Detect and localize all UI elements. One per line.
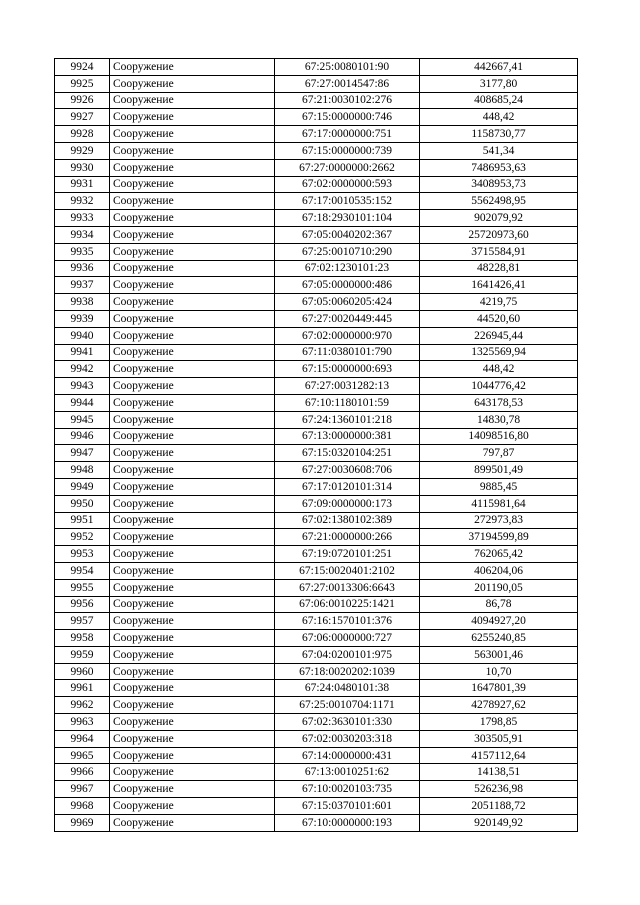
cadastral-number-cell: 67:06:0010225:1421 xyxy=(275,596,420,613)
object-type-cell: Сооружение xyxy=(110,277,275,294)
cadastral-value-cell: 3715584,91 xyxy=(420,243,578,260)
cadastral-number-cell: 67:02:0030203:318 xyxy=(275,730,420,747)
table-row xyxy=(55,747,578,764)
object-type-cell: Сооружение xyxy=(110,159,275,176)
object-type-cell: Сооружение xyxy=(110,512,275,529)
row-number-cell: 9924 xyxy=(55,59,110,76)
object-type-cell: Сооружение xyxy=(110,764,275,781)
table-row xyxy=(55,260,578,277)
cadastral-number-cell: 67:27:0030608:706 xyxy=(275,462,420,479)
row-number-cell: 9969 xyxy=(55,814,110,831)
cadastral-number-cell: 67:02:1230101:23 xyxy=(275,260,420,277)
cadastral-value-cell: 2051188,72 xyxy=(420,798,578,815)
object-type-cell: Сооружение xyxy=(110,210,275,227)
row-number-cell: 9953 xyxy=(55,546,110,563)
table-row xyxy=(55,596,578,613)
cadastral-number-cell: 67:02:0000000:970 xyxy=(275,327,420,344)
cadastral-number-cell: 67:14:0000000:431 xyxy=(275,747,420,764)
object-type-cell: Сооружение xyxy=(110,562,275,579)
row-number-cell: 9927 xyxy=(55,109,110,126)
table-row xyxy=(55,210,578,227)
cadastral-value-cell: 1641426,41 xyxy=(420,277,578,294)
row-number-cell: 9961 xyxy=(55,680,110,697)
cadastral-number-cell: 67:18:0020202:1039 xyxy=(275,663,420,680)
table-row xyxy=(55,109,578,126)
object-type-cell: Сооружение xyxy=(110,310,275,327)
object-type-cell: Сооружение xyxy=(110,92,275,109)
object-type-cell: Сооружение xyxy=(110,260,275,277)
cadastral-number-cell: 67:27:0000000:2662 xyxy=(275,159,420,176)
cadastral-number-cell: 67:15:0370101:601 xyxy=(275,798,420,815)
table-row xyxy=(55,714,578,731)
row-number-cell: 9959 xyxy=(55,646,110,663)
table-row xyxy=(55,764,578,781)
cadastral-value-cell: 1798,85 xyxy=(420,714,578,731)
row-number-cell: 9928 xyxy=(55,126,110,143)
cadastral-value-cell: 9885,45 xyxy=(420,478,578,495)
cadastral-value-cell: 526236,98 xyxy=(420,781,578,798)
cadastral-number-cell: 67:17:0010535:152 xyxy=(275,193,420,210)
table-row xyxy=(55,781,578,798)
object-type-cell: Сооружение xyxy=(110,798,275,815)
cadastral-value-cell: 643178,53 xyxy=(420,394,578,411)
row-number-cell: 9946 xyxy=(55,428,110,445)
cadastral-value-cell: 201190,05 xyxy=(420,579,578,596)
table-row xyxy=(55,176,578,193)
row-number-cell: 9938 xyxy=(55,294,110,311)
row-number-cell: 9937 xyxy=(55,277,110,294)
cadastral-value-cell: 1325569,94 xyxy=(420,344,578,361)
cadastral-value-cell: 1158730,77 xyxy=(420,126,578,143)
table-row xyxy=(55,730,578,747)
cadastral-value-cell: 541,34 xyxy=(420,142,578,159)
row-number-cell: 9941 xyxy=(55,344,110,361)
table-row xyxy=(55,126,578,143)
row-number-cell: 9957 xyxy=(55,613,110,630)
row-number-cell: 9956 xyxy=(55,596,110,613)
table-row xyxy=(55,529,578,546)
row-number-cell: 9932 xyxy=(55,193,110,210)
cadastral-value-cell: 86,78 xyxy=(420,596,578,613)
row-number-cell: 9951 xyxy=(55,512,110,529)
row-number-cell: 9940 xyxy=(55,327,110,344)
table-row xyxy=(55,630,578,647)
cadastral-number-cell: 67:09:0000000:173 xyxy=(275,495,420,512)
cadastral-value-cell: 3408953,73 xyxy=(420,176,578,193)
table-row xyxy=(55,814,578,831)
object-type-cell: Сооружение xyxy=(110,226,275,243)
object-type-cell: Сооружение xyxy=(110,361,275,378)
cadastral-number-cell: 67:27:0020449:445 xyxy=(275,310,420,327)
cadastral-value-cell: 7486953,63 xyxy=(420,159,578,176)
row-number-cell: 9939 xyxy=(55,310,110,327)
cadastral-value-cell: 4219,75 xyxy=(420,294,578,311)
row-number-cell: 9926 xyxy=(55,92,110,109)
object-type-cell: Сооружение xyxy=(110,109,275,126)
row-number-cell: 9954 xyxy=(55,562,110,579)
table-row xyxy=(55,277,578,294)
cadastral-number-cell: 67:19:0720101:251 xyxy=(275,546,420,563)
table-row xyxy=(55,394,578,411)
row-number-cell: 9948 xyxy=(55,462,110,479)
cadastral-value-cell: 406204,06 xyxy=(420,562,578,579)
table-row xyxy=(55,243,578,260)
row-number-cell: 9950 xyxy=(55,495,110,512)
cadastral-number-cell: 67:27:0014547:86 xyxy=(275,75,420,92)
cadastral-value-cell: 762065,42 xyxy=(420,546,578,563)
table-row xyxy=(55,75,578,92)
object-type-cell: Сооружение xyxy=(110,142,275,159)
object-type-cell: Сооружение xyxy=(110,814,275,831)
cadastral-value-cell: 303505,91 xyxy=(420,730,578,747)
registry-table xyxy=(54,58,578,832)
row-number-cell: 9944 xyxy=(55,394,110,411)
object-type-cell: Сооружение xyxy=(110,243,275,260)
cadastral-number-cell: 67:15:0320104:251 xyxy=(275,445,420,462)
cadastral-number-cell: 67:25:0080101:90 xyxy=(275,59,420,76)
cadastral-value-cell: 920149,92 xyxy=(420,814,578,831)
row-number-cell: 9966 xyxy=(55,764,110,781)
cadastral-number-cell: 67:10:1180101:59 xyxy=(275,394,420,411)
cadastral-number-cell: 67:21:0030102:276 xyxy=(275,92,420,109)
row-number-cell: 9947 xyxy=(55,445,110,462)
cadastral-number-cell: 67:24:0480101:38 xyxy=(275,680,420,697)
object-type-cell: Сооружение xyxy=(110,176,275,193)
cadastral-value-cell: 408685,24 xyxy=(420,92,578,109)
table-row xyxy=(55,226,578,243)
cadastral-value-cell: 14138,51 xyxy=(420,764,578,781)
table-row xyxy=(55,579,578,596)
registry-table-body xyxy=(55,59,578,832)
row-number-cell: 9967 xyxy=(55,781,110,798)
cadastral-number-cell: 67:04:0200101:975 xyxy=(275,646,420,663)
row-number-cell: 9931 xyxy=(55,176,110,193)
row-number-cell: 9965 xyxy=(55,747,110,764)
table-row xyxy=(55,327,578,344)
object-type-cell: Сооружение xyxy=(110,579,275,596)
row-number-cell: 9962 xyxy=(55,697,110,714)
table-row xyxy=(55,798,578,815)
table-row xyxy=(55,59,578,76)
cadastral-value-cell: 442667,41 xyxy=(420,59,578,76)
table-row xyxy=(55,294,578,311)
row-number-cell: 9958 xyxy=(55,630,110,647)
row-number-cell: 9930 xyxy=(55,159,110,176)
cadastral-number-cell: 67:13:0010251:62 xyxy=(275,764,420,781)
row-number-cell: 9942 xyxy=(55,361,110,378)
row-number-cell: 9934 xyxy=(55,226,110,243)
cadastral-number-cell: 67:25:0010704:1171 xyxy=(275,697,420,714)
cadastral-number-cell: 67:05:0040202:367 xyxy=(275,226,420,243)
row-number-cell: 9963 xyxy=(55,714,110,731)
object-type-cell: Сооружение xyxy=(110,714,275,731)
row-number-cell: 9955 xyxy=(55,579,110,596)
row-number-cell: 9960 xyxy=(55,663,110,680)
row-number-cell: 9952 xyxy=(55,529,110,546)
table-row xyxy=(55,445,578,462)
object-type-cell: Сооружение xyxy=(110,411,275,428)
cadastral-value-cell: 4094927,20 xyxy=(420,613,578,630)
object-type-cell: Сооружение xyxy=(110,781,275,798)
cadastral-value-cell: 37194599,89 xyxy=(420,529,578,546)
cadastral-value-cell: 14098516,80 xyxy=(420,428,578,445)
object-type-cell: Сооружение xyxy=(110,344,275,361)
cadastral-number-cell: 67:21:0000000:266 xyxy=(275,529,420,546)
cadastral-number-cell: 67:25:0010710:290 xyxy=(275,243,420,260)
object-type-cell: Сооружение xyxy=(110,193,275,210)
cadastral-number-cell: 67:11:0380101:790 xyxy=(275,344,420,361)
object-type-cell: Сооружение xyxy=(110,630,275,647)
row-number-cell: 9936 xyxy=(55,260,110,277)
object-type-cell: Сооружение xyxy=(110,613,275,630)
cadastral-number-cell: 67:02:3630101:330 xyxy=(275,714,420,731)
table-row xyxy=(55,92,578,109)
cadastral-value-cell: 448,42 xyxy=(420,109,578,126)
cadastral-value-cell: 226945,44 xyxy=(420,327,578,344)
cadastral-value-cell: 272973,83 xyxy=(420,512,578,529)
table-row xyxy=(55,697,578,714)
object-type-cell: Сооружение xyxy=(110,730,275,747)
object-type-cell: Сооружение xyxy=(110,462,275,479)
row-number-cell: 9929 xyxy=(55,142,110,159)
table-row xyxy=(55,361,578,378)
cadastral-value-cell: 563001,46 xyxy=(420,646,578,663)
cadastral-value-cell: 3177,80 xyxy=(420,75,578,92)
table-row xyxy=(55,428,578,445)
object-type-cell: Сооружение xyxy=(110,445,275,462)
table-row xyxy=(55,310,578,327)
table-row xyxy=(55,663,578,680)
cadastral-number-cell: 67:15:0020401:2102 xyxy=(275,562,420,579)
table-row xyxy=(55,546,578,563)
cadastral-value-cell: 14830,78 xyxy=(420,411,578,428)
row-number-cell: 9968 xyxy=(55,798,110,815)
cadastral-number-cell: 67:18:2930101:104 xyxy=(275,210,420,227)
cadastral-value-cell: 44520,60 xyxy=(420,310,578,327)
cadastral-value-cell: 899501,49 xyxy=(420,462,578,479)
table-row xyxy=(55,478,578,495)
cadastral-value-cell: 6255240,85 xyxy=(420,630,578,647)
cadastral-number-cell: 67:27:0013306:6643 xyxy=(275,579,420,596)
table-row xyxy=(55,646,578,663)
object-type-cell: Сооружение xyxy=(110,495,275,512)
cadastral-value-cell: 25720973,60 xyxy=(420,226,578,243)
table-row xyxy=(55,680,578,697)
cadastral-value-cell: 797,87 xyxy=(420,445,578,462)
table-row xyxy=(55,495,578,512)
cadastral-value-cell: 1044776,42 xyxy=(420,378,578,395)
cadastral-number-cell: 67:15:0000000:746 xyxy=(275,109,420,126)
table-row xyxy=(55,344,578,361)
cadastral-number-cell: 67:27:0031282:13 xyxy=(275,378,420,395)
cadastral-value-cell: 448,42 xyxy=(420,361,578,378)
cadastral-value-cell: 48228,81 xyxy=(420,260,578,277)
row-number-cell: 9964 xyxy=(55,730,110,747)
cadastral-number-cell: 67:05:0060205:424 xyxy=(275,294,420,311)
table-row xyxy=(55,193,578,210)
cadastral-number-cell: 67:16:1570101:376 xyxy=(275,613,420,630)
object-type-cell: Сооружение xyxy=(110,529,275,546)
cadastral-number-cell: 67:17:0120101:314 xyxy=(275,478,420,495)
cadastral-value-cell: 10,70 xyxy=(420,663,578,680)
object-type-cell: Сооружение xyxy=(110,126,275,143)
object-type-cell: Сооружение xyxy=(110,663,275,680)
object-type-cell: Сооружение xyxy=(110,294,275,311)
cadastral-value-cell: 902079,92 xyxy=(420,210,578,227)
cadastral-number-cell: 67:05:0000000:486 xyxy=(275,277,420,294)
object-type-cell: Сооружение xyxy=(110,747,275,764)
cadastral-value-cell: 4115981,64 xyxy=(420,495,578,512)
cadastral-number-cell: 67:17:0000000:751 xyxy=(275,126,420,143)
cadastral-number-cell: 67:15:0000000:693 xyxy=(275,361,420,378)
table-row xyxy=(55,512,578,529)
row-number-cell: 9949 xyxy=(55,478,110,495)
cadastral-number-cell: 67:24:1360101:218 xyxy=(275,411,420,428)
object-type-cell: Сооружение xyxy=(110,478,275,495)
table-row xyxy=(55,159,578,176)
table-row xyxy=(55,613,578,630)
cadastral-value-cell: 4278927,62 xyxy=(420,697,578,714)
row-number-cell: 9925 xyxy=(55,75,110,92)
table-row xyxy=(55,378,578,395)
table-row xyxy=(55,462,578,479)
cadastral-value-cell: 4157112,64 xyxy=(420,747,578,764)
object-type-cell: Сооружение xyxy=(110,378,275,395)
cadastral-number-cell: 67:02:0000000:593 xyxy=(275,176,420,193)
cadastral-number-cell: 67:13:0000000:381 xyxy=(275,428,420,445)
cadastral-number-cell: 67:06:0000000:727 xyxy=(275,630,420,647)
cadastral-number-cell: 67:15:0000000:739 xyxy=(275,142,420,159)
object-type-cell: Сооружение xyxy=(110,546,275,563)
row-number-cell: 9943 xyxy=(55,378,110,395)
object-type-cell: Сооружение xyxy=(110,394,275,411)
row-number-cell: 9945 xyxy=(55,411,110,428)
cadastral-number-cell: 67:10:0020103:735 xyxy=(275,781,420,798)
cadastral-number-cell: 67:10:0000000:193 xyxy=(275,814,420,831)
object-type-cell: Сооружение xyxy=(110,59,275,76)
table-row xyxy=(55,562,578,579)
object-type-cell: Сооружение xyxy=(110,596,275,613)
table-row xyxy=(55,411,578,428)
cadastral-value-cell: 1647801,39 xyxy=(420,680,578,697)
object-type-cell: Сооружение xyxy=(110,697,275,714)
object-type-cell: Сооружение xyxy=(110,428,275,445)
object-type-cell: Сооружение xyxy=(110,75,275,92)
object-type-cell: Сооружение xyxy=(110,327,275,344)
table-row xyxy=(55,142,578,159)
cadastral-value-cell: 5562498,95 xyxy=(420,193,578,210)
object-type-cell: Сооружение xyxy=(110,646,275,663)
row-number-cell: 9935 xyxy=(55,243,110,260)
cadastral-number-cell: 67:02:1380102:389 xyxy=(275,512,420,529)
object-type-cell: Сооружение xyxy=(110,680,275,697)
row-number-cell: 9933 xyxy=(55,210,110,227)
